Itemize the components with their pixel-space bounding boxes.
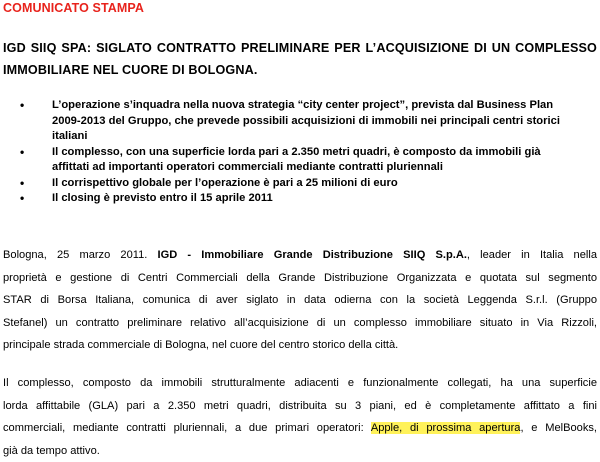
highlight-line: Il closing è previsto entro il 15 aprile 2011 <box>52 192 273 204</box>
intro-paragraph <box>3 244 597 357</box>
paragraph-text: , leader in Italia nella <box>466 249 597 261</box>
bullet-icon: • <box>20 191 25 205</box>
dateline: Bologna, 25 marzo 2011. <box>3 249 148 261</box>
paragraph-line: Il complesso, composto da immobili strutturalmente adiacenti e funzionalmente collegati, ha una superficie <box>3 377 597 389</box>
highlight-item <box>20 145 598 176</box>
highlight-line: Il corrispettivo globale per l’operazione è pari a 25 milioni di euro <box>52 176 398 189</box>
paragraph-line: STAR di Borsa Italiana, comunica di aver siglato in data odierna con la società Leggenda S.r.l. (Gruppo <box>3 294 597 307</box>
bullet-icon: • <box>20 144 25 159</box>
highlight-line: affittati ad importanti operatori commerciali mediante contratti pluriennali <box>52 161 444 173</box>
paragraph-line <box>3 417 597 440</box>
highlights-list <box>20 98 598 207</box>
company-name: IGD - Immobiliare Grande Distribuzione SIIQ S.p.A. <box>157 249 467 261</box>
paragraph-line: lorda affittabile (GLA) pari a 2.350 metri quadri, distribuita su 3 piani, ed è completamente affittato a fini <box>3 399 597 412</box>
paragraph-line: principale strada commerciale di Bologna, nel cuore del centro storico della città. <box>3 339 399 352</box>
paragraph-text: , e MelBooks, <box>520 422 597 435</box>
paragraph-line: già da tempo attivo. <box>3 444 100 457</box>
highlighted-text: Apple, di prossima apertura <box>370 422 521 435</box>
headline <box>3 37 597 81</box>
headline-line: IGD SIIQ SPA: SIGLATO CONTRATTO PRELIMINARE PER L’ACQUISIZIONE DI UN COMPLESSO <box>3 41 597 55</box>
highlight-line: 2009-2013 del Gruppo, che prevede possibili acquisizioni di immobili nei principali centri storici <box>52 114 560 127</box>
highlight-item <box>20 176 598 192</box>
highlight-line: italiani <box>52 130 88 142</box>
paragraph-text: commerciali, mediante contratti pluriennali, a due primari operatori: <box>3 422 364 435</box>
paragraph-line <box>3 244 597 267</box>
highlight-item <box>20 191 598 207</box>
bullet-icon: • <box>20 98 25 112</box>
bullet-icon: • <box>20 175 25 190</box>
headline-line: IMMOBILIARE NEL CUORE DI BOLOGNA. <box>3 63 258 77</box>
highlight-item <box>20 98 598 145</box>
press-release-label: COMUNICATO STAMPA <box>3 1 145 15</box>
highlight-line: Il complesso, con una superficie lorda pari a 2.350 metri quadri, è composto da immobili già <box>52 145 541 158</box>
highlight-line: L’operazione s’inquadra nella nuova strategia “city center project”, prevista dal Business Plan <box>52 99 554 111</box>
paragraph-line: Stefanel) un contratto preliminare relativo all’acquisizione di un complesso immobiliare situato in Via Rizzoli, <box>3 316 597 329</box>
paragraph-line: proprietà e gestione di Centri Commerciali della Grande Distribuzione Organizzata e quotata sul segmento <box>3 271 597 284</box>
